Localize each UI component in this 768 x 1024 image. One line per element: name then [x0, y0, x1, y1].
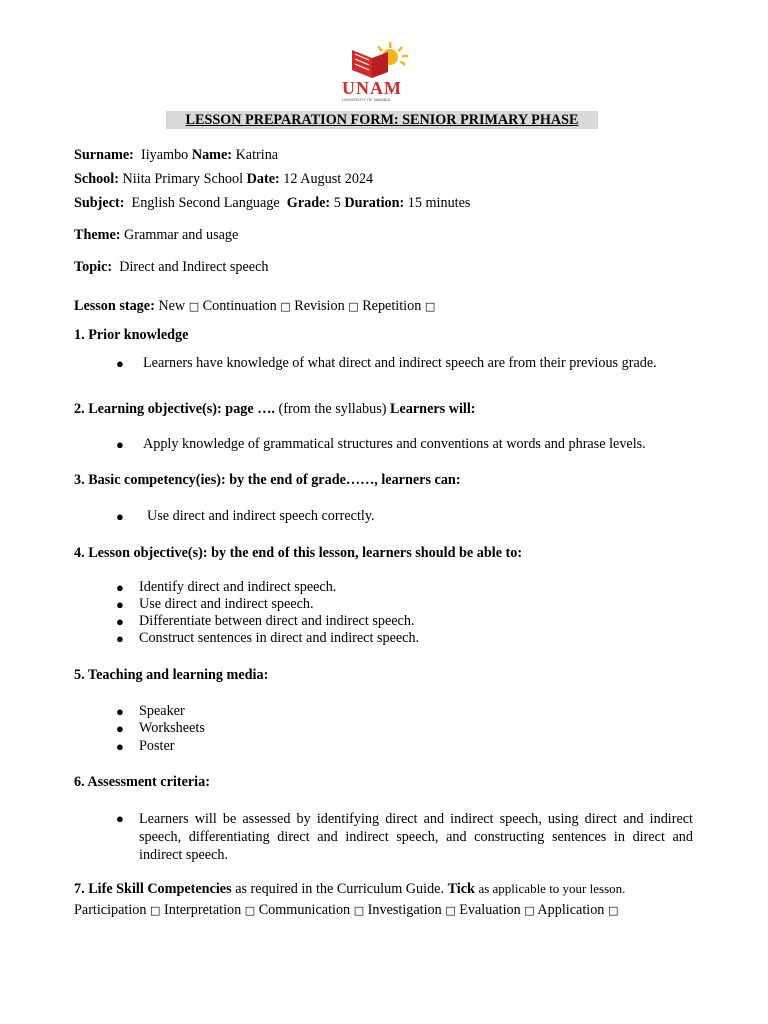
list-item: Identify direct and indirect speech.	[139, 579, 337, 595]
bullet-icon: ●	[116, 356, 124, 371]
lesson-stage-line	[74, 298, 435, 315]
name-label: Name:	[191, 147, 233, 163]
list-item: Speaker	[139, 703, 185, 719]
duration-label: Duration:	[344, 195, 405, 211]
subject-line	[74, 195, 470, 212]
bullet-icon: ●	[116, 704, 124, 719]
date-label: Date:	[246, 171, 280, 187]
stage-option-new: New	[158, 298, 186, 314]
theme-line	[74, 227, 238, 244]
list-item: Construct sentences in direct and indirect speech.	[139, 630, 420, 646]
bullet-icon: ●	[116, 597, 124, 612]
stage-option-continuation: Continuation	[202, 298, 277, 314]
subject-label: Subject:	[74, 195, 125, 211]
stage-checkbox-new[interactable]: □	[188, 300, 200, 313]
section-2-heading	[74, 401, 476, 418]
section-7-heading-bold: 7. Life Skill Competencies	[74, 881, 232, 897]
list-item: Poster	[139, 738, 175, 754]
list-item: Use direct and indirect speech.	[139, 596, 314, 612]
life-skill-evaluation: Evaluation	[459, 902, 521, 918]
surname-label: Surname:	[74, 147, 134, 163]
topic-label: Topic:	[74, 259, 113, 275]
stage-checkbox-continuation[interactable]: □	[280, 300, 291, 313]
stage-checkbox-revision[interactable]: □	[348, 300, 359, 313]
grade-label: Grade:	[286, 195, 331, 211]
school-line	[74, 171, 373, 188]
section-6-heading-text: 6. Assessment criteria:	[74, 774, 210, 790]
life-skill-communication: Communication	[258, 902, 351, 918]
logo-subtitle: UNIVERSITY OF NAMIBIA	[342, 97, 391, 102]
surname-value: Iiyambo	[141, 147, 189, 163]
lesson-stage-label: Lesson stage:	[74, 298, 155, 314]
list-item: Worksheets	[139, 720, 205, 736]
section-2-heading-bold2: Learners will:	[390, 401, 476, 417]
life-skill-checkbox-evaluation[interactable]: □	[524, 904, 535, 917]
section-5-heading-text: 5. Teaching and learning media:	[74, 667, 269, 683]
topic-line	[74, 259, 269, 276]
section-7-heading	[74, 881, 625, 898]
list-item: Learners have knowledge of what direct and indirect speech are from their previous grade.	[143, 355, 657, 371]
section-4-heading-text: 4. Lesson objective(s): by the end of this lesson, learners should be able to:	[74, 545, 523, 561]
section-2-heading-bold: 2. Learning objective(s): page ….	[74, 401, 275, 417]
life-skill-checkbox-communication[interactable]: □	[353, 904, 365, 917]
bullet-icon: ●	[116, 631, 124, 646]
duration-value: 15 minutes	[407, 195, 471, 211]
surname-line	[74, 147, 278, 164]
section-7-tick-bold: Tick	[447, 881, 475, 897]
list-item: Apply knowledge of grammatical structures and conventions at words and phrase levels.	[143, 436, 646, 452]
stage-option-repetition: Repetition	[362, 298, 422, 314]
theme-label: Theme:	[74, 227, 121, 243]
section-6-heading	[74, 774, 210, 791]
grade-value: 5	[333, 195, 341, 211]
theme-value: Grammar and usage	[124, 227, 239, 243]
section-7-heading-plain: as required in the Curriculum Guide.	[235, 881, 445, 897]
section-3-heading	[74, 472, 461, 489]
page-title: LESSON PREPARATION FORM: SENIOR PRIMARY PHASE	[166, 111, 598, 129]
life-skill-checkbox-participation[interactable]: □	[150, 904, 161, 917]
life-skill-participation: Participation	[74, 902, 147, 918]
logo-brand: UNAM	[342, 78, 402, 98]
stage-checkbox-repetition[interactable]: □	[424, 300, 436, 313]
bullet-icon: ●	[116, 811, 124, 826]
bullet-icon: ●	[116, 437, 124, 452]
bullet-icon: ●	[116, 509, 124, 524]
topic-value: Direct and Indirect speech	[119, 259, 269, 275]
bullet-icon: ●	[116, 739, 124, 754]
section-4-heading	[74, 545, 522, 562]
bullet-icon: ●	[116, 580, 124, 595]
section-3-heading-text: 3. Basic competency(ies): by the end of grade……, learners can:	[74, 472, 461, 488]
list-item: Use direct and indirect speech correctly.	[147, 508, 375, 524]
life-skill-checkbox-application[interactable]: □	[607, 904, 619, 917]
section-7-tick-plain: as applicable to your lesson.	[478, 881, 626, 896]
life-skill-investigation: Investigation	[367, 902, 442, 918]
date-value: 12 August 2024	[283, 171, 374, 187]
school-value: Niita Primary School	[122, 171, 244, 187]
subject-value: English Second Language	[131, 195, 280, 211]
name-value: Katrina	[235, 147, 279, 163]
stage-option-revision: Revision	[294, 298, 345, 314]
life-skills-options	[74, 902, 618, 919]
section-1-heading	[74, 327, 188, 344]
school-label: School:	[74, 171, 119, 187]
section-5-heading	[74, 667, 268, 684]
life-skill-interpretation: Interpretation	[164, 902, 242, 918]
section-1-heading-text: 1. Prior knowledge	[74, 327, 189, 343]
bullet-icon: ●	[116, 721, 124, 736]
life-skill-checkbox-investigation[interactable]: □	[445, 904, 456, 917]
section-2-heading-plain: (from the syllabus)	[278, 401, 387, 417]
life-skill-application: Application	[537, 902, 605, 918]
bullet-icon: ●	[116, 614, 124, 629]
list-item: Learners will be assessed by identifying direct and indirect speech, using direct and indirect speech, differentiating direct and indirect speech, and constructing sentences in direct and indirect speech.	[139, 811, 693, 863]
unam-logo	[338, 40, 430, 104]
list-item: Differentiate between direct and indirect speech.	[139, 613, 415, 629]
life-skill-checkbox-interpretation[interactable]: □	[244, 904, 256, 917]
